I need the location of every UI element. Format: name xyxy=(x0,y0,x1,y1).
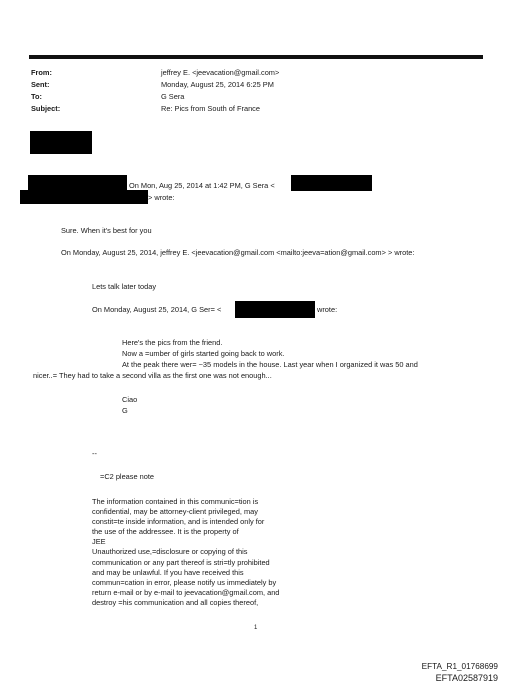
disclaimer-line: the use of the addressee. It is the property of xyxy=(92,527,239,537)
disclaimer-line: return e-mail or by e-mail to jeevacation@gmail.com, and xyxy=(92,587,280,597)
body-line: Here's the pics from the friend. xyxy=(122,338,223,347)
reply-text: Lets talk later today xyxy=(92,282,157,291)
quote-attribution-end: > wrote: xyxy=(148,193,175,202)
bates-id-secondary: EFTA02587919 xyxy=(435,673,498,683)
disclaimer-line: confidential, may be attorney-client privileged, may xyxy=(92,507,258,517)
redaction-block xyxy=(20,190,148,204)
signature-separator: -- xyxy=(92,449,97,458)
quote-attribution: On Mon, Aug 25, 2014 at 1:42 PM, G Sera < xyxy=(129,181,275,190)
disclaimer-line: Unauthorized use,=disclosure or copying of this xyxy=(92,547,248,557)
disclaimer-line: constit=te inside information, and is intended only for xyxy=(92,517,265,527)
to-value: G Sera xyxy=(161,92,185,101)
disclaimer-line: JEE xyxy=(92,537,106,547)
subject-label: Subject: xyxy=(31,104,61,113)
page-number: 1 xyxy=(254,625,258,631)
to-label: To: xyxy=(31,92,42,101)
sent-label: Sent: xyxy=(31,80,50,89)
body-line: nicer..= They had to take a second villa as the first one was not enough... xyxy=(33,371,272,380)
signoff: Ciao xyxy=(122,395,138,404)
reply-text: Sure. When it's best for you xyxy=(61,226,152,235)
from-value: jeffrey E. <jeevacation@gmail.com> xyxy=(161,68,280,77)
quote-attribution-end: wrote: xyxy=(317,305,338,314)
disclaimer xyxy=(92,497,332,608)
redaction-block xyxy=(28,175,127,191)
disclaimer-line: The information contained in this communic=tion is xyxy=(92,497,259,506)
from-label: From: xyxy=(31,68,52,77)
disclaimer-line: communication or any part thereof is stri=tly prohibited xyxy=(92,557,270,567)
subject-value: Re: Pics from South of France xyxy=(161,104,260,113)
header-rule xyxy=(29,55,483,59)
disclaimer-line: destroy =his communication and all copies thereof, xyxy=(92,597,259,607)
body-line: Now a =umber of girls started going back to work. xyxy=(122,349,285,358)
quote-attribution: On Monday, August 25, 2014, G Ser= < xyxy=(92,305,222,314)
quote-attribution: On Monday, August 25, 2014, jeffrey E. <jeevacation@gmail.com <mailto:jeeva=ation@gmail.com> > wrote: xyxy=(61,248,415,257)
please-note: =C2 please note xyxy=(100,472,155,481)
body-line: At the peak there wer= ~35 models in the house. Last year when I organized it was 50 and xyxy=(122,360,418,369)
signoff-initial: G xyxy=(122,406,128,415)
redaction-block xyxy=(30,131,92,154)
sent-value: Monday, August 25, 2014 6:25 PM xyxy=(161,80,274,89)
disclaimer-line: commun=cation in error, please notify us immediately by xyxy=(92,577,277,587)
redaction-block xyxy=(291,175,372,191)
bates-id-primary: EFTA_R1_01768699 xyxy=(421,662,498,671)
redaction-block xyxy=(235,301,315,318)
disclaimer-line: and may be unlawful. If you have received this xyxy=(92,567,244,577)
